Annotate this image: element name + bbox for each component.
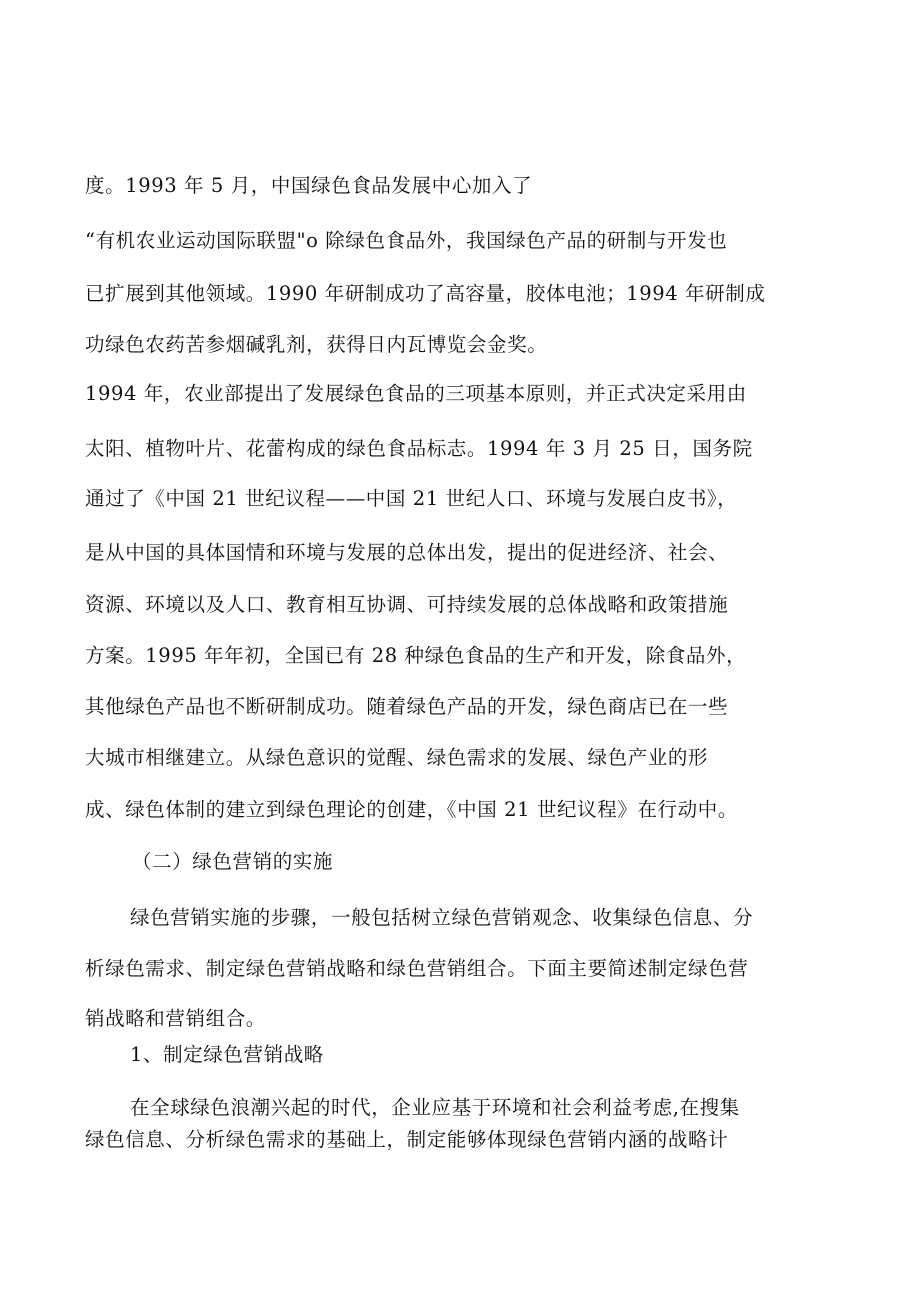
paragraph-line-3: 已扩展到其他领域。1990 年研制成功了高容量，胶体电池；1994 年研制成 (85, 282, 766, 305)
paragraph-line-7: 通过了《中国 21 世纪议程——中国 21 世纪人口、环境与发展白皮书》， (85, 487, 738, 510)
paragraph-line-15: 析绿色需求、制定绿色营销战略和绿色营销组合。下面主要简述制定绿色营 (85, 957, 749, 980)
paragraph-line-4: 功绿色农药苦参烟碱乳剂，获得日内瓦博览会金奖。 (85, 333, 548, 356)
paragraph-line-12: 大城市相继建立。从绿色意识的觉醒、绿色需求的发展、绿色产业的形 (85, 746, 709, 769)
paragraph-line-1: 度。1993 年 5 月，中国绿色食品发展中心加入了 (85, 174, 533, 197)
paragraph-line-16: 销战略和营销组合。 (85, 1007, 266, 1030)
paragraph-line-8: 是从中国的具体国情和环境与发展的总体出发，提出的促进经济、社会、 (85, 541, 729, 564)
paragraph-line-5: 1994 年，农业部提出了发展绿色食品的三项基本原则，并正式决定采用由 (85, 382, 747, 405)
section-heading: （二）绿色营销的实施 (132, 850, 334, 873)
paragraph-line-6: 太阳、植物叶片、花蕾构成的绿色食品标志。1994 年 3 月 25 日，国务院 (85, 437, 753, 460)
paragraph-line-13: 成、绿色体制的建立到绿色理论的创建，《中国 21 世纪议程》在行动中。 (85, 798, 738, 821)
paragraph-line-17: 在全球绿色浪潮兴起的时代，企业应基于环境和社会利益考虑,在搜集 (130, 1096, 740, 1119)
paragraph-line-2: “有机农业运动国际联盟"o 除绿色食品外，我国绿色产品的研制与开发也 (85, 229, 728, 252)
paragraph-line-11: 其他绿色产品也不断研制成功。随着绿色产品的开发，绿色商店已在一些 (85, 695, 729, 718)
paragraph-line-9: 资源、环境以及人口、教育相互协调、可持续发展的总体战略和政策措施 (85, 593, 729, 616)
paragraph-line-10: 方案。1995 年年初，全国已有 28 种绿色食品的生产和开发，除食品外， (85, 644, 747, 667)
paragraph-line-18: 绿色信息、分析绿色需求的基础上，制定能够体现绿色营销内涵的战略计 (85, 1128, 729, 1151)
paragraph-line-14: 绿色营销实施的步骤，一般包括树立绿色营销观念、收集绿色信息、分 (130, 906, 754, 929)
subsection-heading: 1、制定绿色营销战略 (130, 1043, 324, 1066)
